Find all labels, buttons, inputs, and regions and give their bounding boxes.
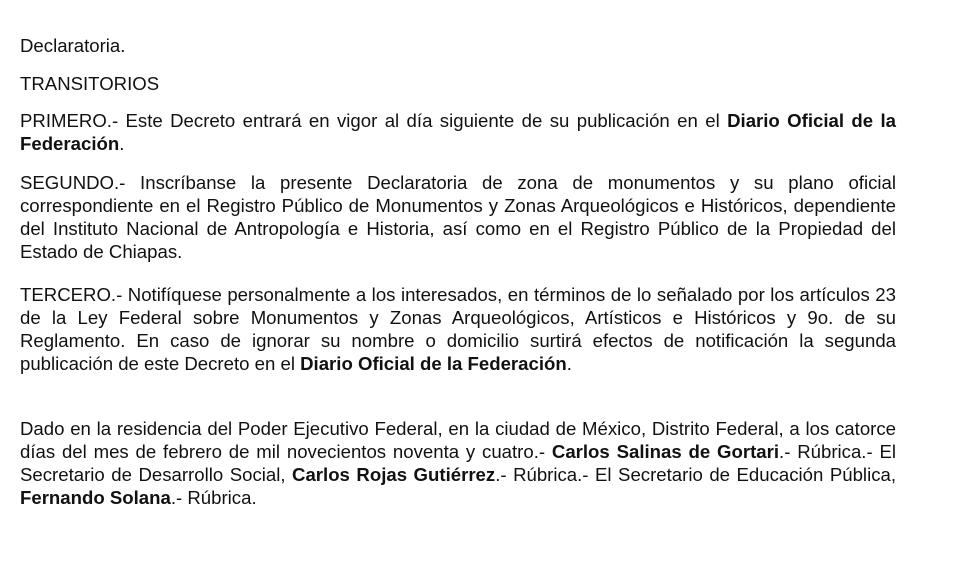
tercero-end: . [566,353,572,374]
transitorios-heading: TRANSITORIOS [20,73,160,94]
primero-text: PRIMERO.- Este Decreto entrará en vigor al día siguiente de su publicación en el [20,110,728,131]
segundo-text: SEGUNDO.- Inscríbanse la presente Declaratoria de zona de monumentos y su plano oficial correspondiente en el Registro Público de Monumentos y Zonas Arqueológicos e Históricos, dependiente del Instituto Nacional de Antropología e Historia, así como en el Registro Público de la Propiedad del Estado de Chiapas. [20,172,896,262]
closing-text-2: .- Rúbrica.- El Secretario de Desarrollo Social, [20,441,896,485]
signer-salinas: Carlos Salinas de Gortari [551,441,780,462]
declaratoria-line: Declaratoria. [20,35,126,56]
article-segundo [20,171,896,263]
primero-diario-oficial: Diario Oficial de la Federación [20,110,897,154]
closing-paragraph [20,417,896,509]
closing-text-3: .- Rúbrica.- El Secretario de Educación Pública, [495,464,897,485]
closing-text-4: .- Rúbrica. [170,487,257,508]
closing-text-1: Dado en la residencia del Poder Ejecutivo Federal, en la ciudad de México, Distrito Federal, a los catorce días del mes de febrero de mil novecientos noventa y cuatro.- [20,418,896,462]
article-tercero [20,283,896,375]
article-primero [20,109,896,155]
tercero-text: TERCERO.- Notifíquese personalmente a los interesados, en términos de lo señalado por los artículos 23 de la Ley Federal sobre Monumentos y Zonas Arqueológicos, Artísticos e Históricos y 9o. de su Reglamento. En caso de ignorar su nombre o domicilio surtirá efectos de notificación la segunda publicación de este Decreto en el [20,284,896,374]
primero-end: . [119,133,125,154]
tercero-diario-oficial: Diario Oficial de la Federación [300,353,567,374]
signer-solana: Fernando Solana [20,487,171,508]
signer-rojas: Carlos Rojas Gutiérrez [292,464,496,485]
